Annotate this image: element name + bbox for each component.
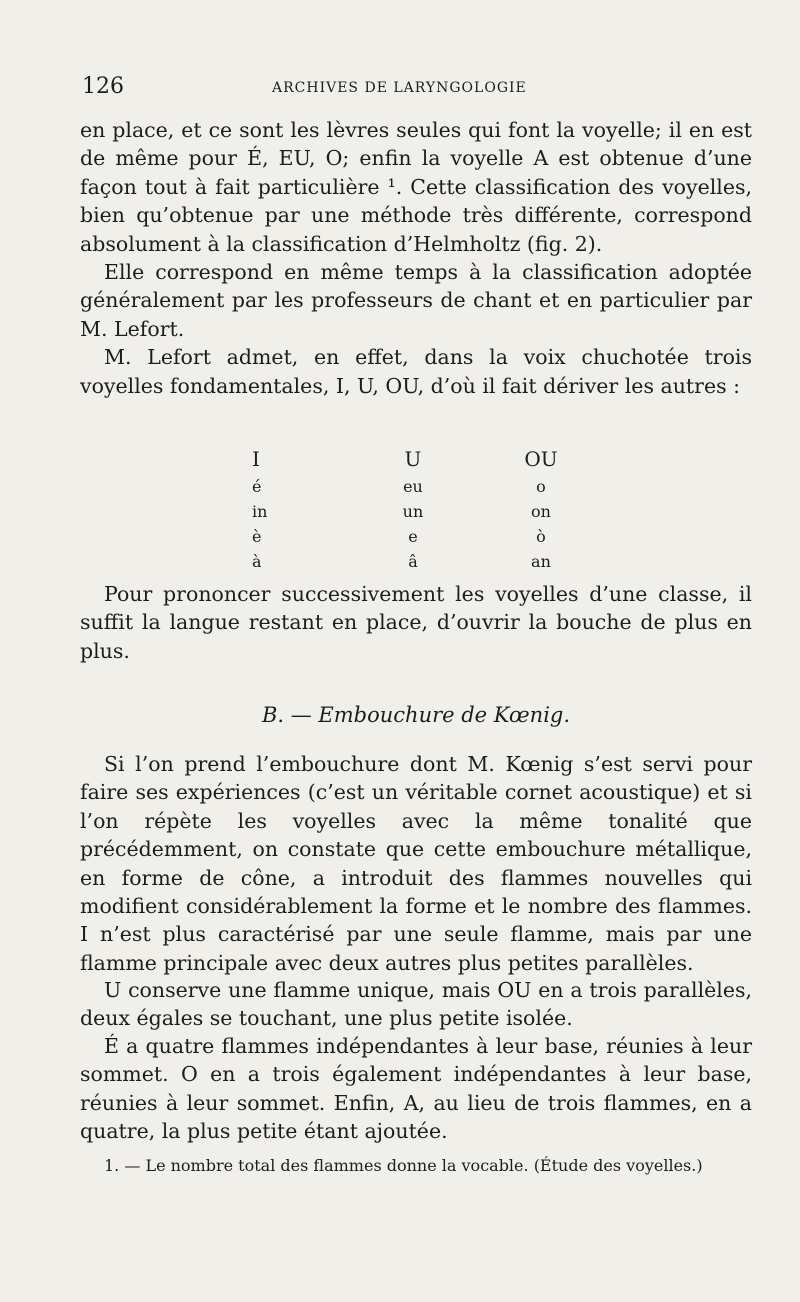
vowel-header-u: U bbox=[404, 447, 422, 471]
vowel-header-ou: OU bbox=[524, 447, 558, 471]
vowel-cell: é bbox=[252, 477, 262, 496]
vowel-cell: an bbox=[531, 552, 551, 571]
vowel-cell: ò bbox=[536, 527, 546, 546]
vowel-cell: un bbox=[402, 502, 424, 521]
vowel-table-header-row bbox=[200, 444, 620, 474]
vowel-cell: o bbox=[536, 477, 546, 496]
vowel-table-row bbox=[200, 499, 620, 524]
paragraph-2: Elle correspond en même temps à la classification adoptée généralement par les professeurs de chant et en particulier par M. Lefort. bbox=[80, 260, 752, 341]
vowel-cell: in bbox=[252, 502, 268, 521]
vowel-table-row bbox=[200, 524, 620, 549]
paragraph-7: É a quatre flammes indépendantes à leur base, réunies à leur sommet. O en a trois également indépendantes à leur base, réunies à leur sommet. Enfin, A, au lieu de trois flammes, en a quatre, la plus petite étant ajoutée. bbox=[80, 1034, 752, 1144]
vowel-table-row bbox=[200, 549, 620, 574]
vowel-cell: â bbox=[408, 552, 418, 571]
body-block-1 bbox=[80, 116, 752, 400]
vowel-cell: on bbox=[530, 502, 551, 521]
section-title: B. — Embouchure de Kœnig. bbox=[261, 703, 571, 727]
vowel-cell: è bbox=[252, 527, 262, 546]
paragraph-5: Si l’on prend l’embouchure dont M. Kœnig s’est servi pour faire ses expériences (c’est un véritable cornet acoustique) et si l’on répète les voyelles avec la même tonalité que précédemment, on constate que cette embouchure métallique, en forme de cône, a introduit des flammes nouvelles qui modifient considérablement la forme et le nombre des flammes. I n’est plus caractérisé par une seule flamme, mais par une flamme principale avec deux autres plus petites parallèles. bbox=[80, 752, 752, 975]
footnote: 1. — Le nombre total des flammes donne la vocable. (Étude des voyelles.) bbox=[104, 1156, 703, 1175]
vowel-table bbox=[200, 444, 620, 574]
vowel-cell: eu bbox=[403, 477, 423, 496]
vowel-table-row bbox=[200, 474, 620, 499]
paragraph-4: Pour prononcer successivement les voyelles d’une classe, il suffit la langue restant en place, d’ouvrir la bouche de plus en plus. bbox=[80, 582, 752, 663]
running-title: ARCHIVES DE LARYNGOLOGIE bbox=[272, 80, 527, 96]
vowel-header-i: I bbox=[252, 447, 260, 471]
paragraph-6: U conserve une flamme unique, mais OU en a trois parallèles, deux égales se touchant, une plus petite isolée. bbox=[80, 978, 752, 1031]
vowel-cell: à bbox=[252, 552, 262, 571]
page-header bbox=[82, 74, 752, 104]
paragraph-1: en place, et ce sont les lèvres seules qui font la voyelle; il en est de même pour É, EU, O; enfin la voyelle A est obtenue d’une façon tout à fait particulière ¹. Cette classification des voyelles, bien qu’obtenue par une méthode très différente, correspond absolument à la classification d’Helmholtz (fig. 2). bbox=[80, 118, 752, 256]
page-number: 126 bbox=[82, 74, 124, 99]
paragraph-3: M. Lefort admet, en effet, dans la voix chuchotée trois voyelles fondamentales, I, U, OU, d’où il fait dériver les autres : bbox=[80, 345, 752, 398]
vowel-cell: e bbox=[408, 527, 418, 546]
